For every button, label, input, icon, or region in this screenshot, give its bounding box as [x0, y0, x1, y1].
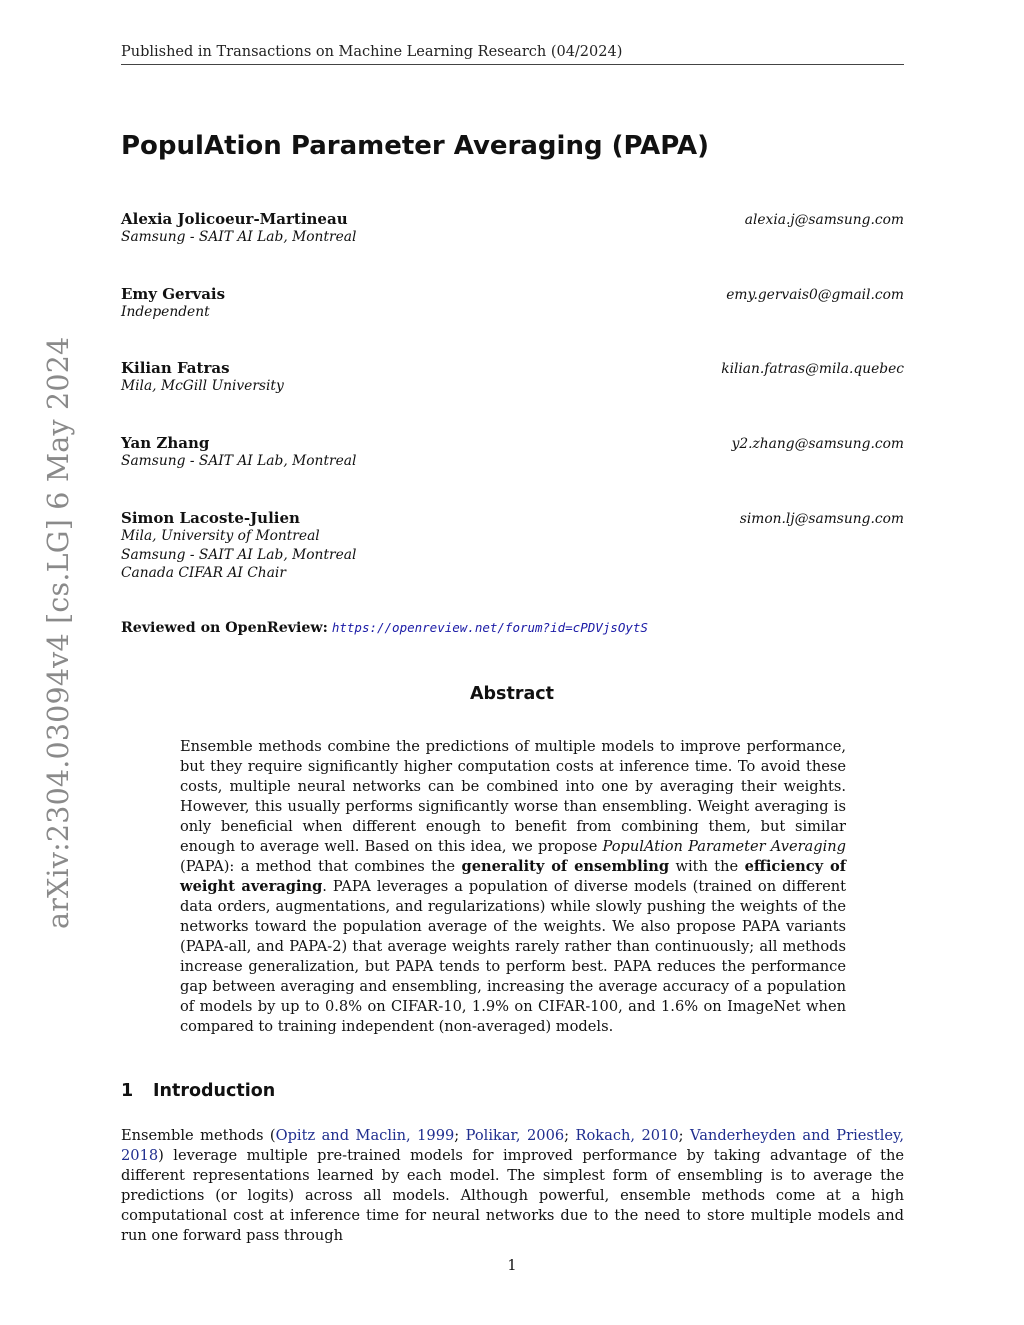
author-block [121, 434, 904, 471]
intro-part: ; [454, 1127, 466, 1144]
citation-link[interactable]: Rokach, 2010 [575, 1127, 679, 1144]
author-email[interactable]: emy.gervais0@gmail.com [726, 287, 904, 303]
author-name: Kilian Fatras [121, 359, 230, 377]
abstract-part: with the [675, 858, 739, 875]
section-title: Introduction [153, 1081, 276, 1101]
abstract-part: (PAPA): a method that combines the [180, 858, 456, 875]
author-email[interactable]: y2.zhang@samsung.com [731, 436, 904, 452]
citation-link[interactable]: Vanderheyden and Priestley, 2018 [121, 1127, 904, 1164]
introduction-text [121, 1126, 904, 1246]
arxiv-stamp: arXiv:2304.03094v4 [cs.LG] 6 May 2024 [42, 336, 75, 929]
author-affiliation: Independent [121, 304, 210, 320]
author-email[interactable]: kilian.fatras@mila.quebec [721, 361, 904, 377]
author-name: Yan Zhang [121, 434, 210, 452]
running-header [121, 44, 904, 65]
abstract-heading: Abstract [469, 684, 555, 704]
author-block [121, 509, 904, 583]
citation-link[interactable]: Opitz and Maclin, 1999 [275, 1127, 455, 1144]
abstract-emphasis: generality of ensembling [461, 858, 670, 875]
author-affiliation: Samsung - SAIT AI Lab, Montreal [121, 229, 357, 245]
author-name: Alexia Jolicoeur-Martineau [121, 210, 348, 228]
author-affiliation: Mila, University of Montreal [121, 528, 320, 544]
intro-part: Ensemble methods ( [121, 1127, 276, 1144]
intro-part: ; [564, 1127, 576, 1144]
section-heading-introduction [121, 1081, 275, 1101]
author-email[interactable]: alexia.j@samsung.com [744, 212, 904, 228]
author-name: Emy Gervais [121, 285, 226, 303]
intro-part: ) leverage multiple pre-trained models for improved performance by taking advantage of the different representations learned by each model. The simplest form of ensembling is to average the predictions (or logits) across all models. Although powerful, ensemble methods come at a high computational cost at inference time for neural networks due to the need to store multiple models and run one forward pass through [121, 1147, 904, 1244]
review-label: Reviewed on OpenReview: [121, 620, 328, 636]
author-block [121, 285, 904, 322]
paper-title: PopulAtion Parameter Averaging (PAPA) [121, 131, 709, 161]
review-line [121, 620, 648, 636]
running-header-text: Published in Transactions on Machine Learning Research (04/2024) [121, 44, 623, 60]
author-name: Simon Lacoste-Julien [121, 509, 300, 527]
author-affiliation: Samsung - SAIT AI Lab, Montreal [121, 546, 357, 563]
abstract-text [180, 737, 846, 1037]
author-block [121, 359, 904, 396]
author-affiliation: Mila, McGill University [121, 378, 284, 394]
citation-link[interactable]: Polikar, 2006 [465, 1127, 565, 1144]
author-block [121, 210, 904, 247]
intro-part: ; [678, 1127, 691, 1144]
abstract-part: . PAPA leverages a population of diverse models (trained on different data orders, augmentations, and regularizations) while slowly pushing the weights of the networks toward the population average of the weights. We also propose PAPA variants (PAPA-all, and PAPA-2) that average weights rarely rather than continuously; all methods increase generalization, but PAPA tends to perform best. PAPA reduces the performance gap between averaging and ensembling, increasing the average accuracy of a population of models by up to 0.8% on CIFAR-10, 1.9% on CIFAR-100, and 1.6% on ImageNet when compared to training independent (non-averaged) models. [180, 878, 846, 1035]
page-number: 1 [507, 1258, 517, 1274]
abstract-emphasis: efficiency of weight averaging [180, 858, 846, 895]
abstract-part: Ensemble methods combine the predictions of multiple models to improve performance, but they require significantly higher computation costs at inference time. To avoid these costs, multiple neural networks can be combined into one by averaging their weights. However, this usually performs significantly worse than ensembling. Weight averaging is only beneficial when different enough to benefit from combining them, but similar enough to average well. Based on this idea, we propose [180, 738, 846, 855]
method-name: PopulAtion Parameter Averaging [602, 838, 847, 855]
section-number: 1 [121, 1081, 134, 1101]
author-affiliation: Samsung - SAIT AI Lab, Montreal [121, 453, 357, 469]
author-affiliation: Canada CIFAR AI Chair [121, 565, 286, 581]
openreview-link[interactable]: https://openreview.net/forum?id=cPDVjsOytS [331, 620, 648, 635]
author-email[interactable]: simon.lj@samsung.com [739, 511, 904, 527]
